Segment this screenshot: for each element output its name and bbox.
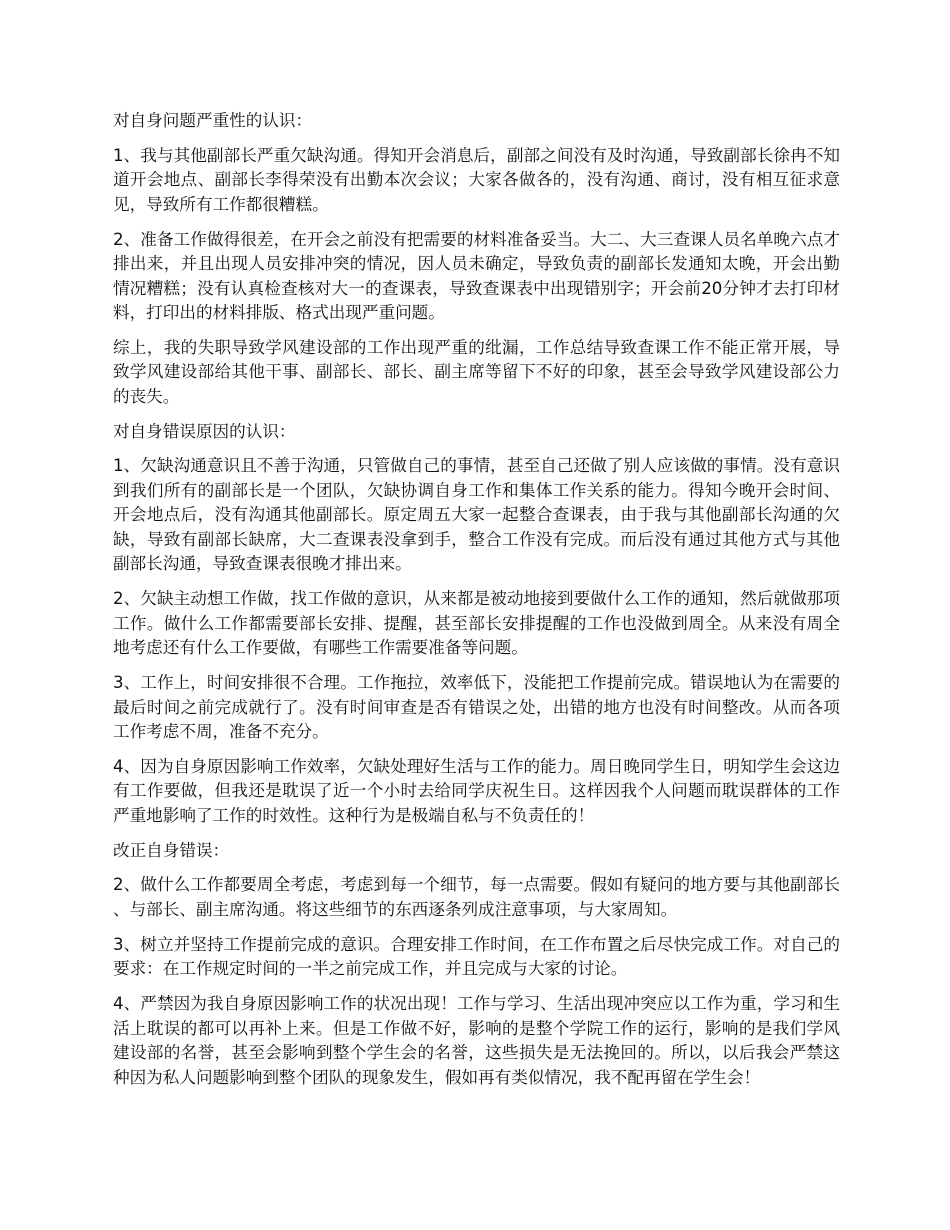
section-heading-corrections: 改正自身错误：: [113, 840, 230, 860]
document-body: [113, 109, 840, 1100]
paragraph-summary: 综上，我的失职导致学风建设部的工作出现严重的纰漏，工作总结导致查课工作不能正常开展，导致学风建设部给其他干事、副部长、部长、副主席等留下不好的印象，甚至会导致学风建设部公力的丧失。: [113, 337, 840, 406]
paragraph-correction-4: 4、严禁因为我自身原因影响工作的状况出现！工作与学习、生活出现冲突应以工作为重，学习和生活上耽误的都可以再补上来。但是工作做不好，影响的是整个学院工作的运行，影响的是我们学风建设部的名誉，甚至会影响到整个学生会的名誉，这些损失是无法挽回的。所以，以后我会严禁这种因为私人问题影响到整个团队的现象发生，假如再有类似情况，我不配再留在学生会！: [113, 994, 840, 1087]
paragraph-severity-1: 1、我与其他副部长严重欠缺沟通。得知开会消息后，副部之间没有及时沟通，导致副部长徐冉不知道开会地点、副部长李得荣没有出勤本次会议；大家各做各的，没有沟通、商讨，没有相互征求意见，导致所有工作都很糟糕。: [113, 145, 840, 214]
section-heading-error-causes: 对自身错误原因的认识：: [113, 421, 296, 441]
paragraph-severity-2: 2、准备工作做得很差，在开会之前没有把需要的材料准备妥当。大二、大三查课人员名单晚六点才排出来，并且出现人员安排冲突的情况，因人员未确定，导致负责的副部长发通知太晚，开会出勤情况糟糕；没有认真检查核对大一的查课表，导致查课表中出现错别字；开会前20分钟才去打印材料，打印出的材料排版、格式出现严重问题。: [113, 229, 840, 323]
paragraph-correction-2: 2、做什么工作都要周全考虑，考虑到每一个细节，每一点需要。假如有疑问的地方要与其他副部长、与部长、副主席沟通。将这些细节的东西逐条列成注意事项，与大家周知。: [113, 875, 840, 919]
paragraph-correction-3: 3、树立并坚持工作提前完成的意识。合理安排工作时间，在工作布置之后尽快完成工作。对自己的要求：在工作规定时间的一半之前完成工作，并且完成与大家的讨论。: [113, 934, 840, 979]
paragraph-cause-3: 3、工作上，时间安排很不合理。工作拖拉，效率低下，没能把工作提前完成。错误地认为在需要的最后时间之前完成就行了。没有时间审查是否有错误之处，出错的地方也没有时间整改。从而各项工作考虑不周，准备不充分。: [113, 673, 840, 742]
paragraph-cause-2: 2、欠缺主动想工作做，找工作做的意识，从来都是被动地接到要做什么工作的通知，然后就做那项工作。做什么工作都需要部长安排、提醒，甚至部长安排提醒的工作也没做到周全。从来没有周全地考虑还有什么工作要做，有哪些工作需要准备等问题。: [113, 589, 840, 658]
paragraph-cause-4: 4、因为自身原因影响工作效率，欠缺处理好生活与工作的能力。周日晚同学生日，明知学生会这边有工作要做，但我还是耽误了近一个小时去给同学庆祝生日。这样因我个人问题而耽误群体的工作严重地影响了工作的时效性。这种行为是极端自私与不负责任的！: [113, 756, 840, 825]
paragraph-cause-1: 1、欠缺沟通意识且不善于沟通，只管做自己的事情，甚至自己还做了别人应该做的事情。没有意识到我们所有的副部长是一个团队，欠缺协调自身工作和集体工作关系的能力。得知今晚开会时间、开会地点后，没有沟通其他副部长。原定周五大家一起整合查课表，由于我与其他副部长沟通的欠缺，导致有副部长缺席，大二查课表没拿到手，整合工作没有完成。而后没有通过其他方式与其他副部长沟通，导致查课表很晚才排出来。: [113, 456, 840, 574]
section-heading-problem-severity: 对自身问题严重性的认识：: [113, 111, 313, 130]
